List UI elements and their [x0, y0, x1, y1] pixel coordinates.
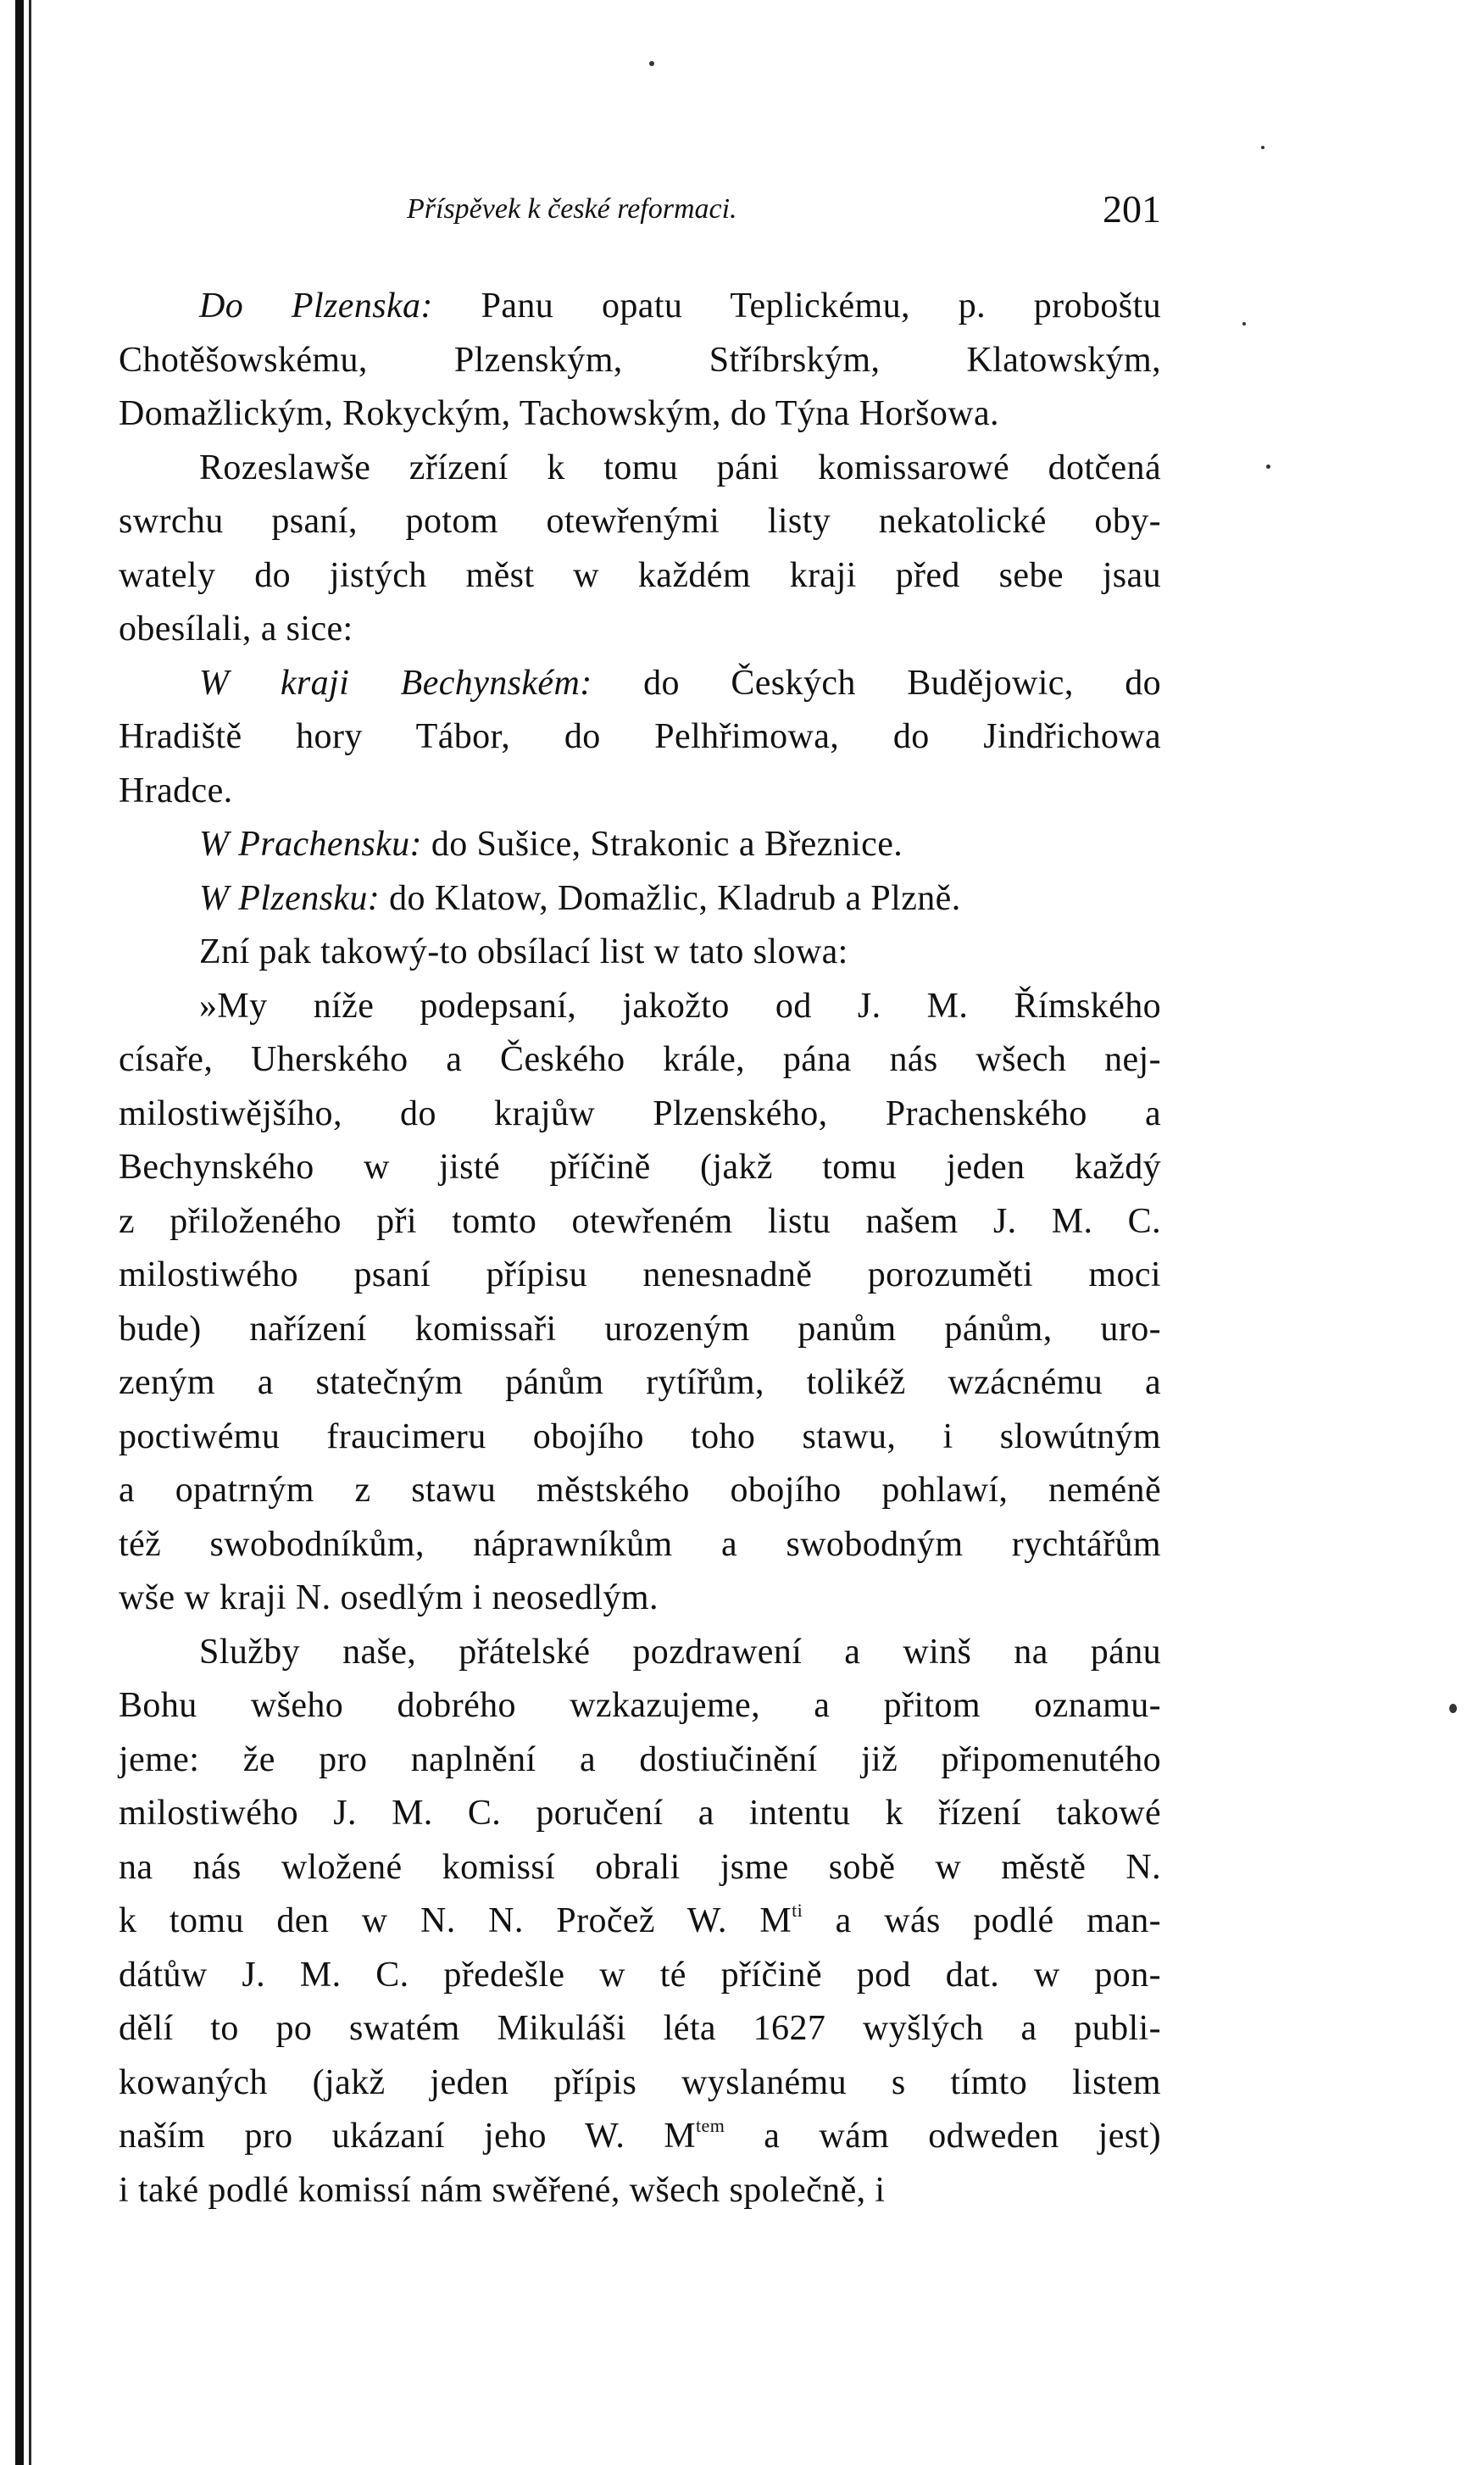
- line-text: kowaných (jakž jeden přípis wyslanému s tímto listem: [119, 2062, 1161, 2102]
- line-text: Hradce.: [119, 771, 233, 810]
- text-line: [119, 2164, 1161, 2218]
- line-text: Panu opatu Teplickému, p. proboštu: [432, 287, 1161, 326]
- line-text: k tomu den w N. N. Pročež W. M: [119, 1901, 792, 1940]
- text-line: [119, 334, 1161, 388]
- running-head: [119, 186, 1161, 246]
- scan-speck: [1261, 146, 1264, 149]
- line-text: Zní pak takowý-to obsílací list w tato slowa:: [199, 932, 848, 971]
- text-line: [119, 1088, 1161, 1142]
- italic-place-heading: W Plzensku:: [199, 878, 381, 918]
- scan-speck: [1266, 465, 1270, 469]
- text-line: [119, 2110, 1161, 2164]
- italic-place-heading: W Prachensku:: [199, 825, 422, 864]
- text-line: [119, 1033, 1161, 1088]
- line-text: milostiwého psaní přípisu nenesnadně porozuměti moci: [119, 1255, 1161, 1294]
- scan-speck: [649, 61, 654, 66]
- line-text: Domažlickým, Rokyckým, Tachowským, do Týna Horšowa.: [119, 394, 999, 433]
- line-text: »My níže podepsaní, jakožto od J. M. Římského: [199, 986, 1161, 1026]
- line-text: Rozeslawše zřízení k tomu páni komissarowé dotčená: [199, 448, 1161, 487]
- text-line: [119, 872, 1161, 926]
- scan-edge-line: [29, 0, 31, 2465]
- text-line: [119, 1679, 1161, 1733]
- line-text: Služby naše, přátelské pozdrawení a winš na pánu: [199, 1632, 1161, 1672]
- abbreviation-superscript: ti: [792, 1900, 803, 1921]
- text-line: [119, 1626, 1161, 1680]
- text-line: [119, 1141, 1161, 1195]
- text-line: [119, 1895, 1161, 1949]
- text-line: [119, 1841, 1161, 1895]
- text-line: [119, 1787, 1161, 1841]
- abbreviation-superscript: tem: [696, 2115, 725, 2136]
- page-number: 201: [1103, 187, 1161, 231]
- text-line: [119, 657, 1161, 711]
- text-line: [119, 818, 1161, 872]
- text-line: [119, 1249, 1161, 1303]
- line-text: Hradiště hory Tábor, do Pelhřimowa, do Jindřichowa: [119, 717, 1161, 756]
- line-text: Chotěšowskému, Plzenským, Stříbrským, Klatowským,: [119, 340, 1161, 380]
- text-line: [119, 1733, 1161, 1788]
- line-text-continued: a wás podlé man-: [803, 1901, 1161, 1940]
- line-text: wately do jistých měst w každém kraji před sebe jsau: [119, 555, 1161, 595]
- line-text: na nás wložené komissí obrali jsme sobě w městě N.: [119, 1847, 1161, 1887]
- line-text: bude) nařízení komissaři urozeným panům pánům, uro-: [119, 1309, 1161, 1349]
- line-text: wše w kraji N. osedlým i neosedlým.: [119, 1578, 659, 1617]
- line-text: též swobodníkům, náprawníkům a swobodným rychtářům: [119, 1524, 1161, 1564]
- line-text: milostiwého J. M. C. poručení a intentu k řízení takowé: [119, 1794, 1161, 1833]
- text-line: [119, 1518, 1161, 1572]
- line-text: obesílali, a sice:: [119, 609, 353, 648]
- book-page: [119, 186, 1161, 2217]
- italic-place-heading: W kraji Bechynském:: [199, 663, 592, 703]
- running-title: Příspěvek k české reformaci.: [407, 193, 737, 225]
- body-text: [119, 280, 1161, 2217]
- scan-speck: [1449, 1704, 1457, 1713]
- text-line: [119, 1949, 1161, 2003]
- text-line: [119, 1572, 1161, 1626]
- text-line: [119, 926, 1161, 980]
- italic-place-heading: Do Plzenska:: [199, 287, 433, 326]
- line-text: do Klatow, Domažlic, Kladrub a Plzně.: [380, 878, 961, 918]
- line-text: do Českých Budějowic, do: [592, 663, 1162, 703]
- text-line: [119, 2056, 1161, 2111]
- line-text: a opatrným z stawu městského obojího pohlawí, neméně: [119, 1471, 1161, 1510]
- text-line: [119, 549, 1161, 604]
- line-text: do Sušice, Strakonic a Březnice.: [421, 825, 903, 864]
- text-line: [119, 765, 1161, 819]
- line-text-continued: a wám odweden jest): [725, 2117, 1161, 2156]
- text-line: [119, 710, 1161, 765]
- line-text: swrchu psaní, potom otewřenými listy nekatolické oby-: [119, 502, 1161, 541]
- line-text: zeným a statečným pánům rytířům, tolikéž wzácnému a: [119, 1363, 1161, 1402]
- line-text: milostiwějšího, do krajůw Plzenského, Prachenského a: [119, 1093, 1161, 1133]
- line-text: Bohu wšeho dobrého wzkazujeme, a přitom oznamu-: [119, 1686, 1161, 1725]
- line-text: poctiwému fraucimeru obojího toho stawu, i slowútným: [119, 1416, 1161, 1456]
- text-line: [119, 1411, 1161, 1465]
- text-line: [119, 387, 1161, 442]
- text-line: [119, 1195, 1161, 1249]
- text-line: [119, 1356, 1161, 1411]
- line-text: dátůw J. M. C. předešle w té příčině pod dat. w pon-: [119, 1955, 1161, 1995]
- line-text: i také podlé komissí nám swěřené, wšech společně, i: [119, 2170, 886, 2210]
- text-line: [119, 1303, 1161, 1357]
- line-text: z přiloženého při tomto otewřeném listu našem J. M. C.: [119, 1201, 1161, 1241]
- text-line: [119, 2002, 1161, 2056]
- line-text: dělí to po swatém Mikuláši léta 1627 wyšlých a publi-: [119, 2009, 1161, 2048]
- scan-speck: [1242, 322, 1246, 326]
- line-text: císaře, Uherského a Českého krále, pána nás wšech nej-: [119, 1040, 1161, 1079]
- line-text: jeme: že pro naplnění a dostiučinění již připomenutého: [119, 1739, 1161, 1779]
- text-line: [119, 1464, 1161, 1518]
- scan-edge-bar: [15, 0, 24, 2465]
- line-text: Bechynského w jisté příčině (jakž tomu jeden každý: [119, 1148, 1161, 1187]
- text-line: [119, 442, 1161, 496]
- text-line: [119, 495, 1161, 549]
- text-line: [119, 280, 1161, 334]
- text-line: [119, 980, 1161, 1034]
- line-text: naším pro ukázaní jeho W. M: [119, 2117, 697, 2156]
- text-line: [119, 603, 1161, 657]
